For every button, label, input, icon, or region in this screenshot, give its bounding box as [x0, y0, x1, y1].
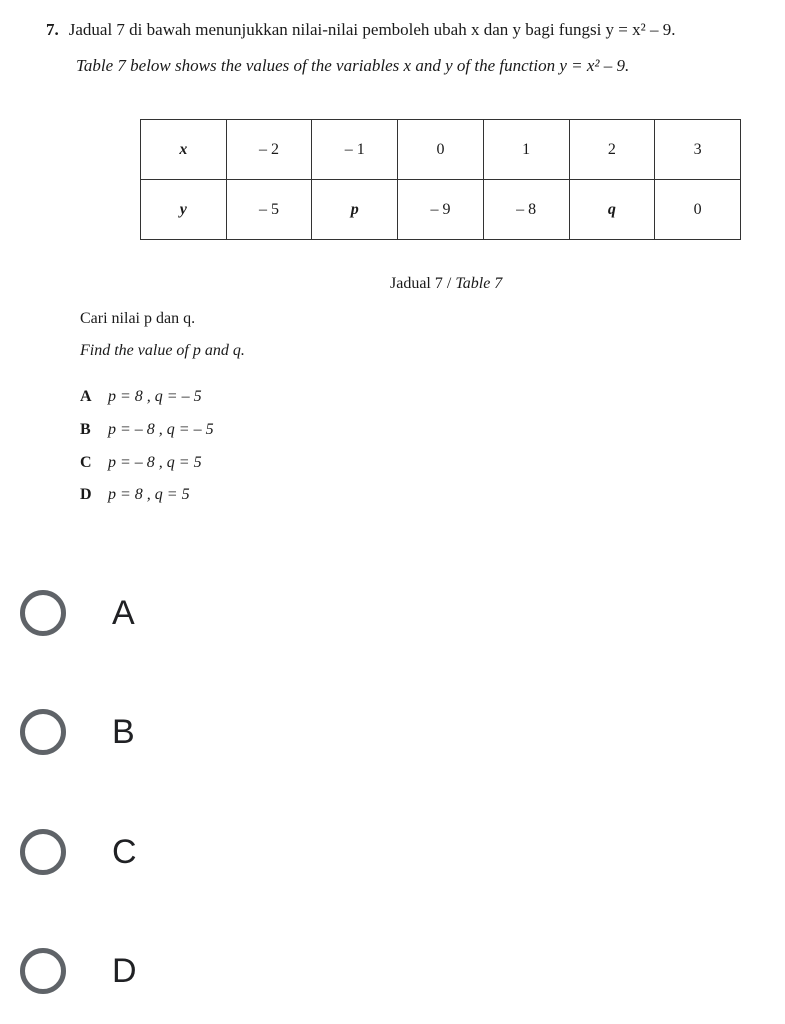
table-cell: – 5	[226, 180, 312, 240]
option-letter: A	[80, 388, 92, 405]
table-caption	[390, 275, 502, 293]
table-cell: – 8	[483, 180, 569, 240]
option-b	[80, 421, 214, 439]
radio-button-a[interactable]	[20, 590, 66, 636]
ask-text-english: Find the value of p and q.	[80, 342, 245, 359]
answer-choice-d[interactable]	[20, 931, 320, 1011]
answer-label-d[interactable]: D	[112, 951, 137, 990]
table-cell: 2	[569, 120, 655, 180]
answer-choice-c[interactable]	[20, 812, 320, 892]
answer-choice-a[interactable]	[20, 573, 320, 653]
question-text-malay	[46, 20, 675, 40]
table-cell: 0	[655, 180, 741, 240]
answer-label-a[interactable]: A	[112, 593, 135, 632]
answer-label-b[interactable]: B	[112, 712, 135, 751]
table-cell: 1	[483, 120, 569, 180]
option-letter: B	[80, 421, 91, 438]
table-row-x	[141, 120, 741, 180]
question-text-english: Table 7 below shows the values of the variables x and y of the function y = x² – 9.	[76, 56, 630, 75]
ask-text-malay: Cari nilai p dan q.	[80, 310, 196, 327]
radio-button-c[interactable]	[20, 829, 66, 875]
option-text: p = – 8 , q = – 5	[108, 421, 214, 438]
question-number: 7.	[46, 20, 59, 39]
option-c	[80, 454, 202, 472]
table-cell: – 9	[398, 180, 484, 240]
radio-button-d[interactable]	[20, 948, 66, 994]
table-cell: – 1	[312, 120, 398, 180]
table-row-y	[141, 180, 741, 240]
option-a	[80, 388, 202, 406]
option-text: p = 8 , q = – 5	[108, 388, 202, 405]
option-d	[80, 486, 190, 504]
question-text-malay-body: Jadual 7 di bawah menunjukkan nilai-nilai pemboleh ubah x dan y bagi fungsi y = x² – 9.	[68, 20, 676, 39]
table-header-y: y	[141, 180, 227, 240]
table-cell: 0	[398, 120, 484, 180]
values-table	[140, 119, 741, 240]
radio-button-b[interactable]	[20, 709, 66, 755]
table-cell-q: q	[569, 180, 655, 240]
table-header-x: x	[141, 120, 227, 180]
answer-label-c[interactable]: C	[112, 832, 137, 871]
table-caption-english: Table 7	[455, 275, 503, 292]
option-text: p = 8 , q = 5	[108, 486, 190, 503]
table-caption-malay: Jadual 7 /	[390, 275, 456, 292]
option-text: p = – 8 , q = 5	[108, 454, 202, 471]
table-cell: – 2	[226, 120, 312, 180]
option-letter: D	[80, 486, 92, 503]
table-cell-p: p	[312, 180, 398, 240]
option-letter: C	[80, 454, 92, 471]
answer-choice-b[interactable]	[20, 692, 320, 772]
table-cell: 3	[655, 120, 741, 180]
